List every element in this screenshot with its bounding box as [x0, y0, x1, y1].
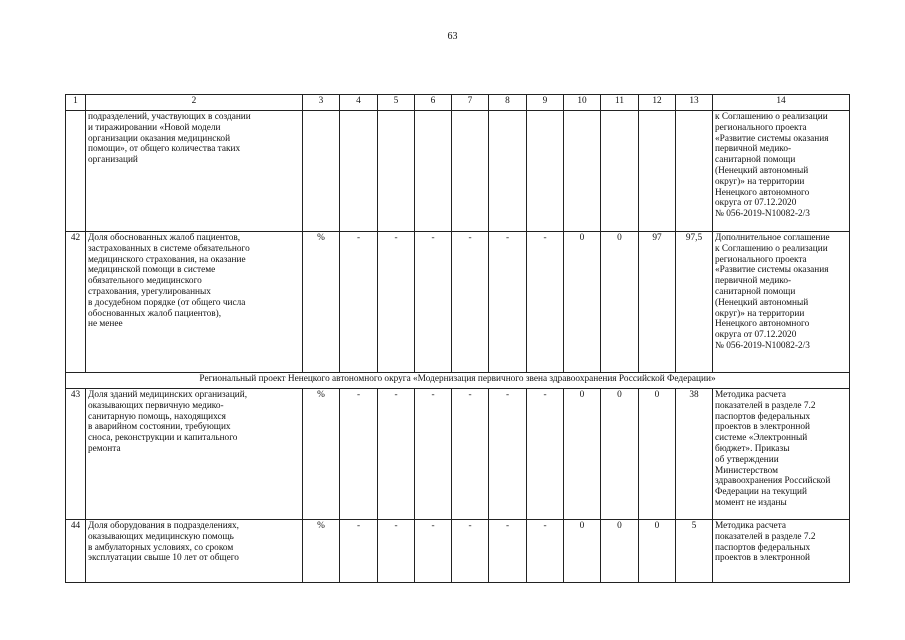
source-line: Методика расчета [715, 521, 786, 531]
indicator-description [86, 111, 303, 232]
source-line: округ)» на территории [715, 176, 805, 187]
value-cell: 0 [601, 389, 639, 520]
description-line: не менее [88, 319, 123, 330]
source-line: проектов в электронной [715, 422, 810, 433]
value-cell: - [489, 232, 527, 373]
source-line: Ненецкого автономного [715, 319, 810, 330]
description-line: Доля зданий медицинских организаций, [88, 390, 248, 400]
column-header: 2 [86, 95, 303, 111]
description-line: в амбулаторных условиях, со сроком [88, 542, 234, 553]
value-cell [489, 111, 527, 232]
source-line: к Соглашению о реализации [715, 243, 828, 254]
description-line: оказывающих первичную медико- [88, 400, 224, 411]
source-line: округа от 07.12.2020 [715, 330, 797, 341]
description-line: в досудебном порядке (от общего числа [88, 297, 246, 308]
description-line: организаций [88, 155, 138, 166]
description-line: Доля обоснованных жалоб пациентов, [88, 233, 241, 243]
value-cell: - [378, 232, 415, 373]
value-cell: - [415, 389, 452, 520]
source-line: здравоохранения Российской [715, 476, 831, 487]
value-cell [452, 111, 489, 232]
source-line: Методика расчета [715, 390, 786, 400]
value-cell: - [340, 520, 378, 583]
source-line: № 056-2019-N10082-2/3 [715, 340, 810, 351]
column-header: 10 [564, 95, 601, 111]
source-line: № 056-2019-N10082-2/3 [715, 209, 810, 220]
source-line: первичной медико- [715, 276, 792, 287]
column-header: 6 [415, 95, 452, 111]
indicator-description [86, 520, 303, 583]
source-line: Федерации на текущий [715, 487, 807, 498]
value-cell [564, 111, 601, 232]
value-cell: - [415, 232, 452, 373]
value-cell: - [452, 389, 489, 520]
indicators-table [65, 94, 850, 583]
unit-cell [303, 111, 340, 232]
source-line: к Соглашению о реализации [715, 112, 828, 122]
description-line: медицинского страхования, на оказание [88, 254, 246, 265]
unit-cell: % [303, 389, 340, 520]
value-cell: 97 [639, 232, 676, 373]
description-line: медицинской помощи в системе [88, 265, 216, 276]
table-row [66, 389, 850, 520]
description-line: Доля оборудования в подразделениях, [88, 521, 239, 531]
source-line: проектов в электронной [715, 553, 810, 564]
source-line: «Развитие системы оказания [715, 265, 829, 276]
source-cell [713, 111, 850, 232]
description-line: сноса, реконструкции и капитального [88, 433, 238, 444]
source-cell [713, 520, 850, 583]
value-cell: - [415, 520, 452, 583]
source-line: регионального проекта [715, 122, 807, 133]
value-cell [340, 111, 378, 232]
source-line: Дополнительное соглашение [715, 233, 830, 243]
unit-cell: % [303, 232, 340, 373]
value-cell: - [378, 389, 415, 520]
source-cell [713, 232, 850, 373]
column-number-row [66, 95, 850, 111]
value-cell: 0 [601, 232, 639, 373]
value-cell: 0 [639, 520, 676, 583]
value-cell: 5 [676, 520, 713, 583]
source-line: бюджет». Приказы [715, 443, 790, 454]
column-header: 11 [601, 95, 639, 111]
value-cell [527, 111, 564, 232]
value-cell: 0 [564, 389, 601, 520]
source-line: санитарной помощи [715, 155, 796, 166]
column-header: 1 [66, 95, 86, 111]
row-number: 44 [66, 520, 86, 583]
source-line: округа от 07.12.2020 [715, 198, 797, 209]
value-cell [601, 111, 639, 232]
table-row [66, 232, 850, 373]
source-line: санитарной помощи [715, 286, 796, 297]
value-cell: 0 [564, 520, 601, 583]
description-line: и тиражировании «Новой модели [88, 122, 221, 133]
column-header: 3 [303, 95, 340, 111]
value-cell: - [378, 520, 415, 583]
source-line: округ)» на территории [715, 308, 805, 319]
description-line: эксплуатации свыше 10 лет от общего [88, 553, 239, 564]
unit-cell: % [303, 520, 340, 583]
column-header: 14 [713, 95, 850, 111]
column-header: 13 [676, 95, 713, 111]
value-cell: - [452, 232, 489, 373]
value-cell [378, 111, 415, 232]
description-line: обоснованных жалоб пациентов), [88, 308, 222, 319]
source-line: паспортов федеральных [715, 542, 811, 553]
table-row-continued [66, 111, 850, 232]
section-row [66, 373, 850, 389]
value-cell: 0 [564, 232, 601, 373]
value-cell: - [527, 232, 564, 373]
source-line: регионального проекта [715, 254, 807, 265]
value-cell: - [340, 232, 378, 373]
description-line: страхования, урегулированных [88, 286, 211, 297]
source-line: системе «Электронный [715, 433, 808, 444]
source-line: (Ненецкий автономный [715, 165, 809, 176]
value-cell: 38 [676, 389, 713, 520]
column-header: 5 [378, 95, 415, 111]
indicator-description [86, 232, 303, 373]
value-cell: - [489, 520, 527, 583]
row-number: 43 [66, 389, 86, 520]
value-cell: 97,5 [676, 232, 713, 373]
value-cell: - [489, 389, 527, 520]
source-line: Ненецкого автономного [715, 187, 810, 198]
description-line: в аварийном состоянии, требующих [88, 422, 231, 433]
value-cell [676, 111, 713, 232]
column-header: 4 [340, 95, 378, 111]
column-header: 9 [527, 95, 564, 111]
description-line: обязательного медицинского [88, 276, 202, 287]
value-cell: - [527, 520, 564, 583]
source-line: Министерством [715, 465, 779, 476]
source-line: момент не изданы [715, 497, 787, 508]
source-line: первичной медико- [715, 144, 792, 155]
description-line: оказывающих медицинскую помощь [88, 531, 234, 542]
table-row [66, 520, 850, 583]
value-cell: - [340, 389, 378, 520]
value-cell: 0 [601, 520, 639, 583]
row-number: 42 [66, 232, 86, 373]
source-line: об утверждении [715, 454, 779, 465]
description-line: застрахованных в системе обязательного [88, 243, 250, 254]
value-cell [639, 111, 676, 232]
source-line: показателей в разделе 7.2 [715, 400, 816, 411]
column-header: 7 [452, 95, 489, 111]
column-header: 8 [489, 95, 527, 111]
indicator-description [86, 389, 303, 520]
description-line: организации оказания медицинской [88, 133, 231, 144]
description-line: подразделений, участвующих в создании [88, 112, 251, 122]
source-cell [713, 389, 850, 520]
column-header: 12 [639, 95, 676, 111]
page-number: 63 [447, 31, 458, 42]
description-line: помощи», от общего количества таких [88, 144, 241, 155]
value-cell: 0 [639, 389, 676, 520]
value-cell: - [527, 389, 564, 520]
source-line: (Ненецкий автономный [715, 297, 809, 308]
source-line: паспортов федеральных [715, 411, 811, 422]
value-cell [415, 111, 452, 232]
description-line: ремонта [88, 443, 121, 454]
row-number [66, 111, 86, 232]
source-line: «Развитие системы оказания [715, 133, 829, 144]
section-title: Региональный проект Ненецкого автономного округа «Модернизация первичного звена здравоохранения Российской Федерации» [66, 373, 850, 389]
source-line: показателей в разделе 7.2 [715, 531, 816, 542]
description-line: санитарную помощь, находящихся [88, 411, 226, 422]
value-cell: - [452, 520, 489, 583]
